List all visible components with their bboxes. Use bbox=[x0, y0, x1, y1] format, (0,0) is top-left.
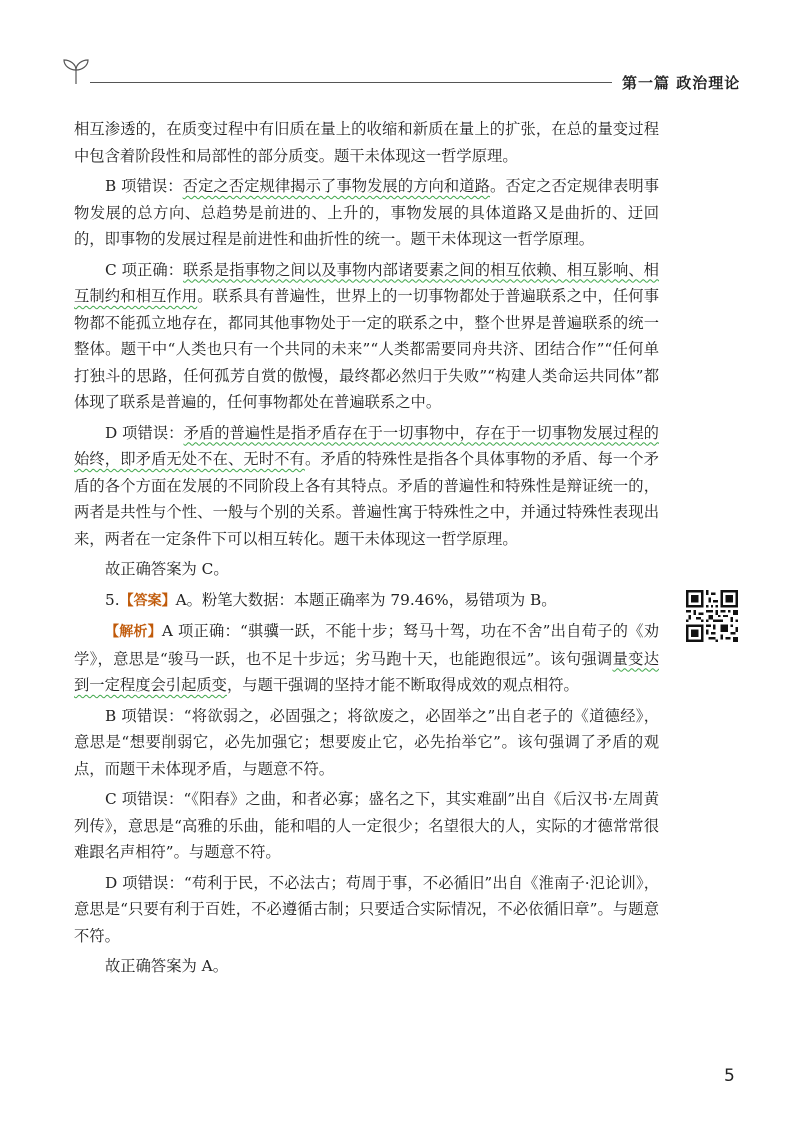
page-body bbox=[74, 116, 659, 984]
page-number: 5 bbox=[724, 1066, 735, 1086]
answer-line: 故正确答案为 A。 bbox=[105, 957, 228, 975]
paragraph-continued: 相互渗透的，在质变过程中有旧质在量上的收缩和新质在量上的扩张，在总的量变过程中包含着阶段性和局部性的部分质变。题干未体现这一哲学原理。 bbox=[74, 120, 659, 165]
option-label: C 项正确： bbox=[105, 260, 184, 279]
section-title: 第一篇 政治理论 bbox=[622, 74, 741, 92]
question-number: 5. bbox=[105, 590, 120, 609]
option-label: D 项错误： bbox=[105, 423, 184, 442]
analysis-option-a bbox=[74, 618, 659, 699]
paragraph-text: 。联系具有普遍性，世界上的一切事物都处于普遍联系之中，任何事物都不能孤立地存在，都同其他事物处于一定的联系之中，整个世界是普遍联系的统一整体。题干中“人类也只有一个共同的未来”“人类都需要同舟共济、团结合作”“任何单打独斗的思路，任何孤芳自赏的傲慢，最终都必然归于失败”“构建人类命运共同体”都体现了联系是普遍的，任何事物都处在普遍联系之中。 bbox=[74, 287, 659, 411]
paragraph-text: 。矛盾的特殊性是指各个具体事物的矛盾、每一个矛盾的各个方面在发展的不同阶段上各有其特点。矛盾的普遍性和特殊性是辩证统一的，两者是共性与个性、一般与个别的关系。普遍性寓于特殊性之中，并通过特殊性表现出来，两者在一定条件下可以相互转化。题干未体现这一哲学原理。 bbox=[74, 450, 659, 548]
analysis-option-d: D 项错误：“苟利于民，不必法古；苟周于事，不必循旧”出自《淮南子·氾论训》，意思是“只要有利于百姓，不必遵循古制；只要适合实际情况，不必依循旧章”。与题意不符。 bbox=[74, 873, 659, 945]
analysis-option-b: B 项错误：“将欲弱之，必固强之；将欲废之，必固举之”出自老子的《道德经》，意思是“想要削弱它，必先加强它；想要废止它，必先抬举它”。该句强调了矛盾的观点，而题干未体现矛盾，与题意不符。 bbox=[74, 706, 659, 778]
leaf-sprout-icon bbox=[60, 56, 92, 86]
page-header bbox=[0, 0, 800, 110]
answer-line: 故正确答案为 C。 bbox=[105, 560, 229, 578]
emphasized-text: 量变达到一定程度会引起质变 bbox=[74, 649, 659, 694]
analysis-tag: 【解析】 bbox=[105, 624, 162, 640]
paragraph-text: A 项正确：“骐骥一跃，不能十步；驽马十驾，功在不舍”出自荀子的《劝学》，意思是“骏马一跃，也不足十步远；劣马跑十天，也能跑很远”。该句强调 bbox=[74, 622, 659, 668]
paragraph-option-c bbox=[74, 257, 659, 416]
paragraph-option-b bbox=[74, 173, 659, 253]
emphasized-text: 否定之否定规律揭示了事物发展的方向和道路 bbox=[182, 177, 491, 195]
header-divider bbox=[90, 82, 612, 83]
question-answer bbox=[74, 587, 659, 615]
option-label: B 项错误： bbox=[105, 177, 183, 195]
qr-code-icon[interactable] bbox=[686, 590, 738, 642]
analysis-option-c: C 项错误：“《阳春》之曲，和者必寡；盛名之下，其实难副”出自《后汉书·左周黄列传》，意思是“高雅的乐曲，能和唱的人一定很少；名望很大的人，实际的才德常常很难跟名声相符”。与题意不符。 bbox=[74, 790, 659, 861]
emphasized-text: 矛盾的普遍性是指矛盾存在于一切事物中，存在于一切事物发展过程的始终，即矛盾无处不在、无时不有 bbox=[74, 423, 659, 468]
paragraph-text: 。否定之否定规律表明事物发展的总方向、总趋势是前进的、上升的，事物发展的具体道路又是曲折的、迂回的，即事物的发展过程是前进性和曲折性的统一。题干未体现这一哲学原理。 bbox=[74, 177, 659, 248]
emphasized-text: 联系是指事物之间以及事物内部诸要素之间的相互依赖、相互影响、相互制约和相互作用 bbox=[74, 260, 659, 305]
answer-text: A。粉笔大数据：本题正确率为 79.46%，易错项为 B。 bbox=[175, 590, 557, 609]
paragraph-text: ，与题干强调的坚持才能不断取得成效的观点相符。 bbox=[226, 676, 579, 694]
paragraph-option-d bbox=[74, 420, 659, 553]
answer-tag: 【答案】 bbox=[119, 592, 176, 609]
